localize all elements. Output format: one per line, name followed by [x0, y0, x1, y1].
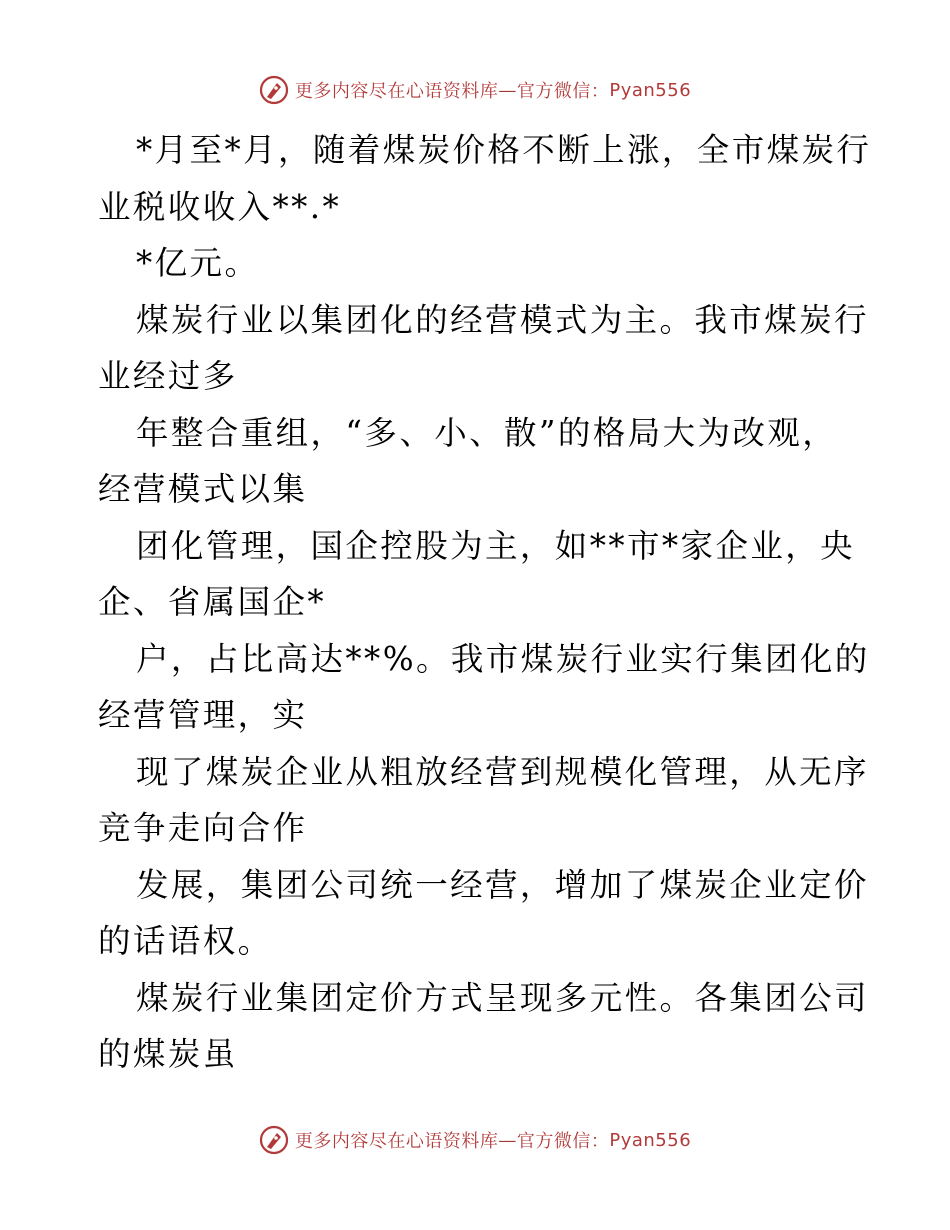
pen-nib-logo-icon [259, 1125, 289, 1155]
watermark-contact: 官方微信： [516, 1131, 610, 1152]
document-body [98, 122, 872, 1083]
watermark-contact: 官方微信： [516, 81, 610, 102]
text-line: 现了煤炭企业从粗放经营到规模化管理，从无序 [136, 752, 869, 791]
text-line: 企、省属国企* [98, 583, 327, 621]
pen-nib-logo-icon [259, 75, 289, 105]
text-line: 煤炭行业集团定价方式呈现多元性。各集团公司 [136, 978, 869, 1017]
watermark-title: 更多内容尽在心语资料库 [294, 1131, 499, 1152]
text-line: 煤炭行业以集团化的经营模式为主。我市煤炭行 [136, 300, 869, 339]
text-line: 团化管理，国企控股为主，如**市*家企业，央 [136, 526, 856, 565]
watermark-separator: — [498, 1129, 517, 1151]
text-line: 业经过多 [98, 357, 238, 395]
watermark-separator: — [498, 79, 517, 101]
text-line: 经营模式以集 [98, 470, 308, 508]
text-line: 发展，集团公司统一经营，增加了煤炭企业定价 [136, 865, 869, 904]
text-line: 竞争走向合作 [98, 809, 308, 847]
text-line: *亿元。 [136, 244, 260, 282]
text-line: 的煤炭虽 [98, 1035, 238, 1073]
footer-watermark [0, 1120, 950, 1160]
text-line: 年整合重组，“多、小、散”的格局大为改观， [136, 413, 838, 452]
watermark-handle: Pyan556 [609, 79, 692, 101]
text-line: 经营管理，实 [98, 696, 308, 734]
text-line: 业税收收入**.* [98, 187, 342, 226]
watermark-handle: Pyan556 [609, 1129, 692, 1151]
text-line: 户，占比高达**%。我市煤炭行业实行集团化的 [136, 639, 870, 678]
header-watermark [0, 70, 950, 110]
text-line: *月至*月，随着煤炭价格不断上涨，全市煤炭行 [136, 131, 872, 169]
text-line: 的话语权。 [98, 922, 273, 960]
watermark-title: 更多内容尽在心语资料库 [294, 81, 499, 102]
